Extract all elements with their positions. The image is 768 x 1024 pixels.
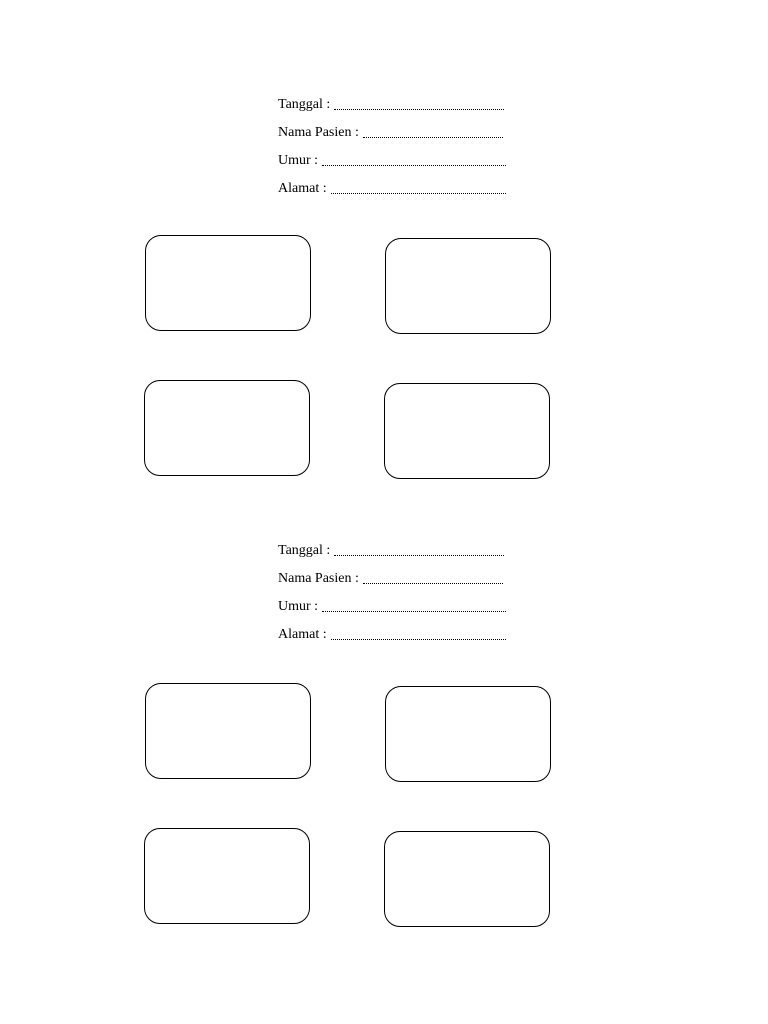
alamat-label: Alamat : bbox=[278, 181, 327, 196]
patient-form-1 bbox=[278, 86, 518, 198]
alamat-input-line[interactable] bbox=[331, 193, 506, 194]
tanggal-field bbox=[278, 532, 518, 560]
image-box-4 bbox=[384, 383, 550, 479]
tanggal-input-line[interactable] bbox=[334, 555, 504, 556]
nama-pasien-field bbox=[278, 114, 518, 142]
umur-field bbox=[278, 142, 518, 170]
image-box-8 bbox=[384, 831, 550, 927]
image-box-6 bbox=[385, 686, 551, 782]
image-box-1 bbox=[145, 235, 311, 331]
image-box-7 bbox=[144, 828, 310, 924]
patient-form-2 bbox=[278, 532, 518, 644]
umur-field bbox=[278, 588, 518, 616]
umur-input-line[interactable] bbox=[322, 611, 506, 612]
image-box-2 bbox=[385, 238, 551, 334]
umur-input-line[interactable] bbox=[322, 165, 506, 166]
image-box-3 bbox=[144, 380, 310, 476]
umur-label: Umur : bbox=[278, 599, 319, 614]
alamat-input-line[interactable] bbox=[331, 639, 506, 640]
nama-pasien-field bbox=[278, 560, 518, 588]
alamat-field bbox=[278, 170, 518, 198]
nama-pasien-input-line[interactable] bbox=[363, 583, 503, 584]
tanggal-label: Tanggal : bbox=[278, 97, 331, 112]
alamat-label: Alamat : bbox=[278, 627, 327, 642]
tanggal-input-line[interactable] bbox=[334, 109, 504, 110]
image-box-5 bbox=[145, 683, 311, 779]
tanggal-label: Tanggal : bbox=[278, 543, 331, 558]
nama-pasien-label: Nama Pasien : bbox=[278, 571, 359, 586]
alamat-field bbox=[278, 616, 518, 644]
nama-pasien-input-line[interactable] bbox=[363, 137, 503, 138]
nama-pasien-label: Nama Pasien : bbox=[278, 125, 359, 140]
tanggal-field bbox=[278, 86, 518, 114]
umur-label: Umur : bbox=[278, 153, 319, 168]
